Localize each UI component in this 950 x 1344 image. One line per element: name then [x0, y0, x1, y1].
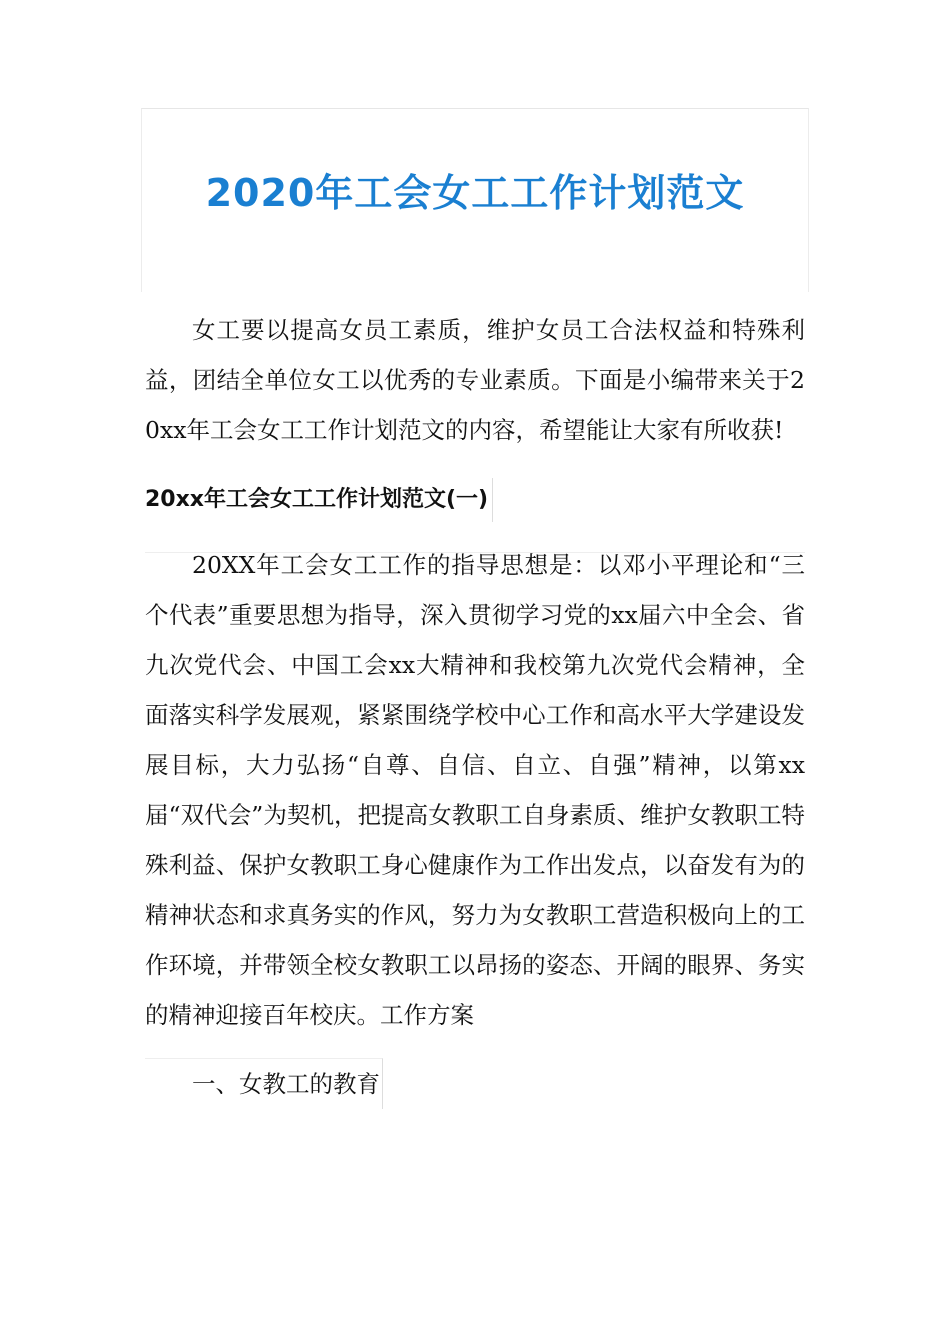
- document-title: 2020年工会女工工作计划范文: [205, 171, 745, 215]
- main-paragraph: 20XX年工会女工工作的指导思想是：以邓小平理论和“三个代表”重要思想为指导，深入贯彻学习党的xx届六中全会、省九次党代会、中国工会xx大精神和我校第九次党代会精神，全面落实科学发展观，紧紧围绕学校中心工作和高水平大学建设发展目标，大力弘扬“自尊、自信、自立、自强”精神，以第xx届“双代会”为契机，把提高女教职工自身素质、维护女教职工特殊利益、保护女教职工身心健康作为工作出发点，以奋发有为的精神状态和求真务实的作风，努力为女教职工营造积极向上的工作环境，并带领全校女教职工以昂扬的姿态、开阔的眼界、务实的精神迎接百年校庆。工作方案: [145, 551, 805, 1029]
- subsection-heading: 一、女教工的教育: [145, 1058, 383, 1109]
- section-heading: 20xx年工会女工工作计划范文(一): [145, 478, 493, 522]
- intro-paragraph: 女工要以提高女员工素质，维护女员工合法权益和特殊利益，团结全单位女工以优秀的专业素质。下面是小编带来关于20xx年工会女工工作计划范文的内容，希望能让大家有所收获!: [145, 316, 805, 444]
